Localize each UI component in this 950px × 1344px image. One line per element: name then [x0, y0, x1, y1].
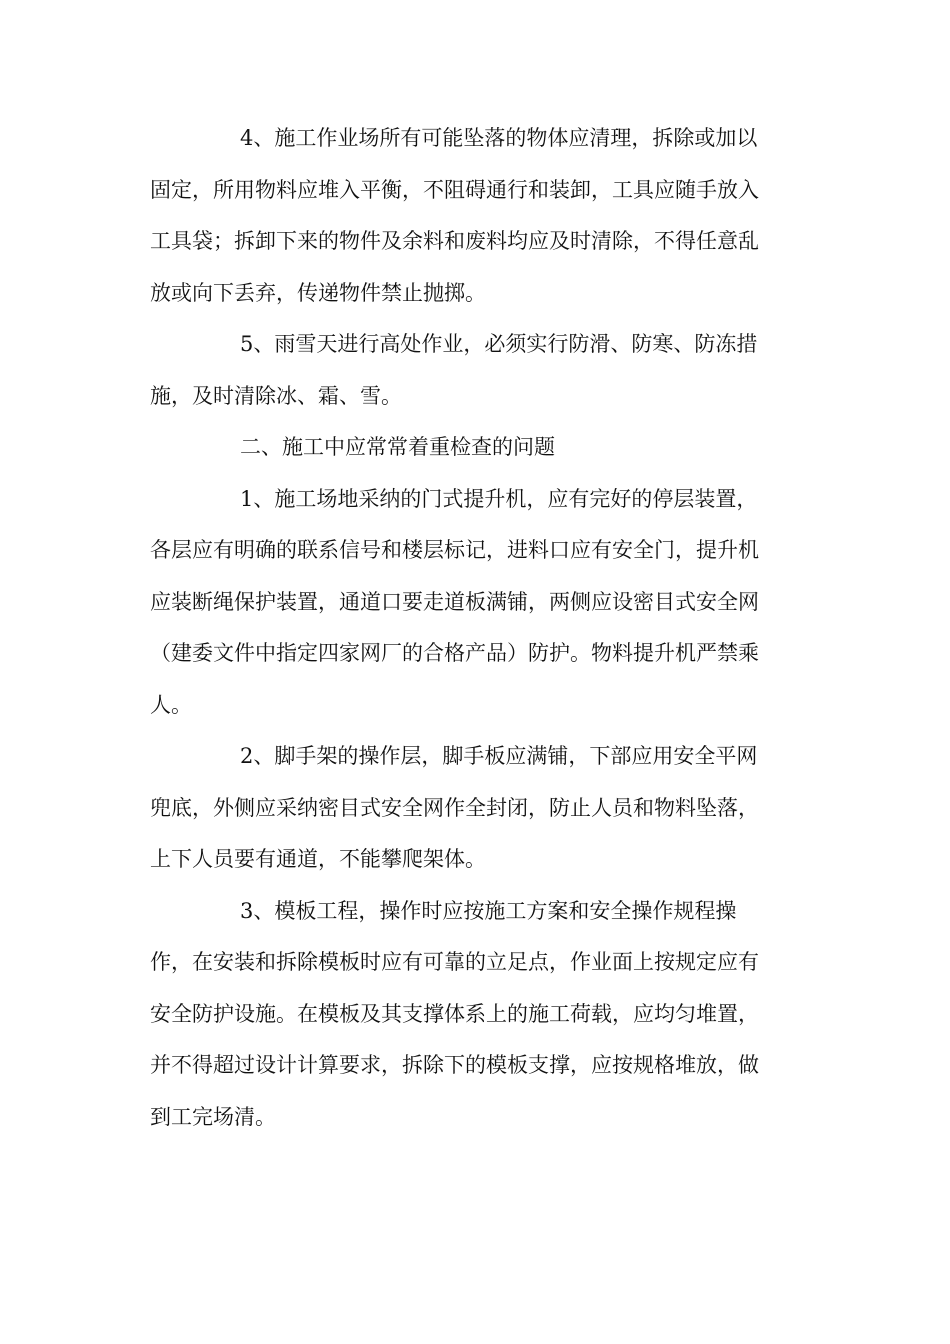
line: 并不得超过设计计算要求，拆除下的模板支撑，应按规格堆放，做	[150, 1053, 759, 1077]
line: 二、施工中应常常着重检查的问题	[240, 435, 555, 459]
line: 5、雨雪天进行高处作业，必须实行防滑、防寒、防冻措	[240, 332, 758, 356]
paragraph-section-2-item-2	[150, 731, 800, 886]
line: 工具袋；拆卸下来的物件及余料和废料均应及时清除，不得任意乱	[150, 229, 759, 253]
line: 应装断绳保护装置，通道口要走道板满铺，两侧应设密目式安全网	[150, 589, 759, 614]
line: 人。	[150, 692, 192, 717]
paragraph-item-4	[150, 113, 800, 319]
section-heading	[150, 422, 800, 474]
paragraph-item-5	[150, 319, 800, 422]
line: （建委文件中指定四家网厂的合格产品）防护。物料提升机严禁乘	[150, 641, 759, 665]
line: 2、脚手架的操作层，脚手板应满铺，下部应用安全平网	[240, 744, 758, 768]
line: 各层应有明确的联系信号和楼层标记，进料口应有安全门，提升机	[150, 538, 759, 562]
line: 到工完场清。	[150, 1104, 276, 1129]
line: 3、模板工程，操作时应按施工方案和安全操作规程操	[240, 898, 737, 923]
line: 固定，所用物料应堆入平衡，不阻碍通行和装卸，工具应随手放入	[150, 177, 759, 202]
line: 上下人员要有通道，不能攀爬架体。	[150, 847, 486, 871]
paragraph-section-2-item-1	[150, 474, 800, 732]
line: 作，在安装和拆除模板时应有可靠的立足点，作业面上按规定应有	[150, 950, 759, 974]
line: 安全防护设施。在模板及其支撑体系上的施工荷载，应均匀堆置，	[150, 1001, 759, 1026]
line: 4、施工作业场所有可能坠落的物体应清理，拆除或加以	[240, 126, 758, 150]
paragraph-section-2-item-3	[150, 886, 800, 1144]
line: 兜底，外侧应采纳密目式安全网作全封闭，防止人员和物料坠落，	[150, 795, 759, 820]
line: 施，及时清除冰、霜、雪。	[150, 383, 402, 408]
line: 1、施工场地采纳的门式提升机，应有完好的停层装置，	[240, 486, 758, 511]
document-body	[150, 113, 800, 1143]
line: 放或向下丢弃，传递物件禁止抛掷。	[150, 280, 486, 305]
